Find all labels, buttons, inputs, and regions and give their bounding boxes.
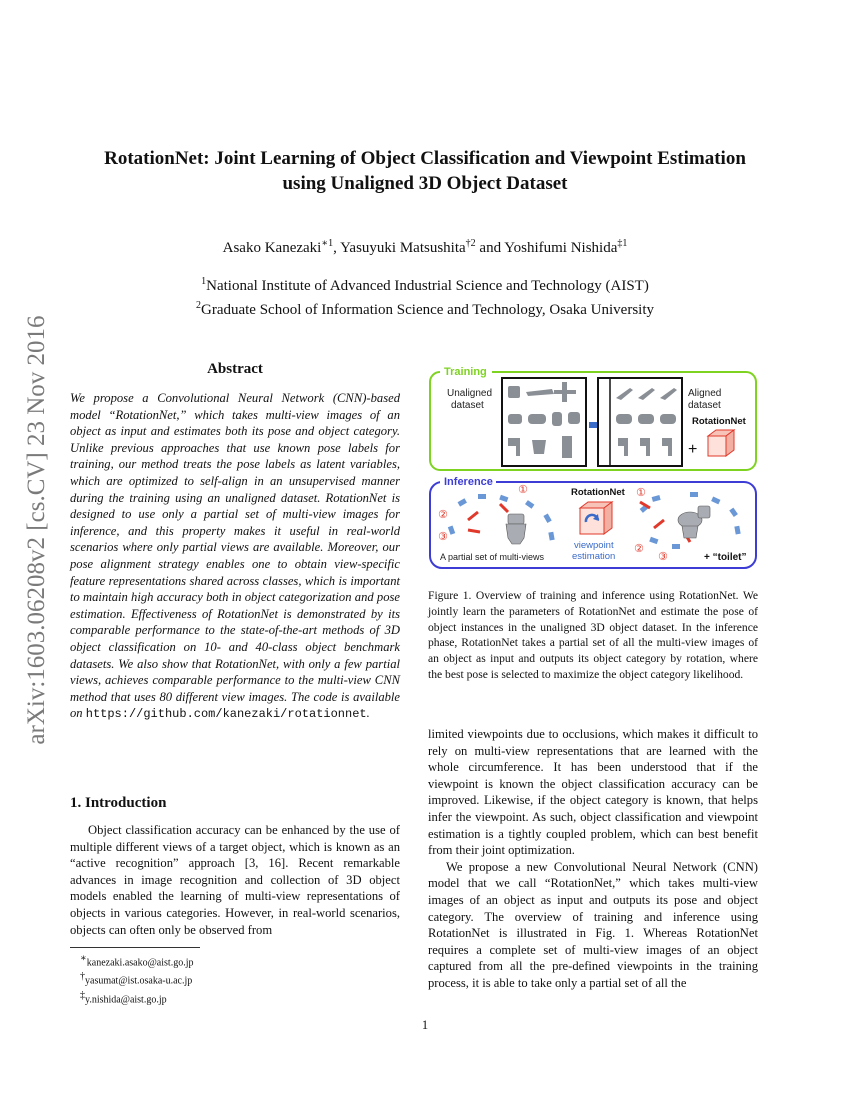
aligned-views-ring: [640, 492, 741, 549]
training-label: Training: [444, 366, 487, 378]
author-mark: †2: [465, 238, 476, 249]
right-column-body: [428, 726, 758, 992]
mark-2-left: ②: [438, 509, 448, 521]
mark-3-left: ③: [438, 531, 448, 543]
mark-2-right: ②: [634, 543, 644, 555]
figure-1-overview-diagram: [428, 362, 758, 572]
partial-views-ring: [448, 494, 555, 544]
abstract-body: We propose a Convolutional Neural Network (CNN)-based model “RotationNet,” which takes multi-view images of an object as input and estimates both its pose and object category. Unlike previous approaches that use known pose labels for training, our method treats the pose labels as latent variables, which are optimized to self-align in an unsupervised manner during the training using an unaligned dataset. RotationNet is designed to use only a partial set of multi-view images for inference, and this property makes it useful in real-world scenarios where only partial views are available. Moreover, our pose alignment strategy enables one to obtain view-specific feature representations shared across classes, which is important to maintain high accuracy both in object categorization and pose estimation. Effectiveness of RotationNet is demonstrated by its comparable performance to the state-of-the-art methods of 3D object classification on 10- and 40-class object benchmark datasets. We also show that RotationNet, with only a few partial views, achieves comparable performance to the multi-view CNN method that uses 80 different view images. The code is available on https://github.com/kanezaki/rotationnet.: [70, 391, 400, 722]
estimation-label: estimation: [572, 551, 616, 562]
footnote-email-3: ‡y.nishida@aist.go.jp: [80, 989, 167, 1005]
footnote-email-1: ∗kanezaki.asako@aist.go.jp: [80, 953, 194, 969]
abstract-heading: Abstract: [207, 361, 263, 377]
affiliation-1: $^1$National Institute of Advanced Industrial Science and Technology (AIST): [201, 276, 649, 294]
footnote-email-2: †yasumat@ist.osaka-u.ac.jp: [80, 971, 193, 987]
affiliations: [0, 272, 850, 320]
code-url-link[interactable]: https://github.com/kanezaki/rotationnet: [85, 707, 367, 722]
author-name: Yoshifumi Nishida: [504, 240, 618, 256]
model-cube-icon: [708, 430, 734, 456]
footnote-divider: [70, 947, 200, 948]
intro-paragraph: Object classification accuracy can be enhanced by the use of multiple different views of a target object, which is known as an “active recognition” approach [3, 16]. Recent remarkable advances in image recognition and collection of 3D object models enabled the learning of multi-view representations of objects in various categories. However, in real-world scenarios, objects can often only be observed from: [70, 823, 400, 937]
unaligned-label-2: dataset: [451, 400, 484, 411]
author-separator: ,: [333, 240, 341, 256]
aligned-label-2: dataset: [688, 400, 721, 411]
viewpoint-cube-icon: [580, 502, 612, 534]
rotationnet-label-training: RotationNet: [692, 416, 746, 427]
aligned-label: Aligned: [688, 388, 722, 399]
footnotes: [80, 952, 193, 1007]
section-heading-introduction: 1. Introduction: [70, 795, 167, 811]
arxiv-id: arXiv:1603.06208v2 [cs.CV] 23 Nov 2016: [23, 315, 50, 745]
title-line-1: RotationNet: Joint Learning of Object Classification and Viewpoint Estimation: [104, 148, 746, 169]
result-label: + “toilet”: [704, 552, 747, 563]
paragraph: We propose a new Convolutional Neural Network (CNN) model that we call “RotationNet,” which takes multi-view images of an object as input and outputs its pose and object category. The overview of training and inference using RotationNet is illustrated in Fig. 1. Whereas RotationNet requires a complete set of multi-view images of an object captured from all the pre-defined viewpoints in the training process, it is able to take only a partial set of all the: [428, 859, 758, 990]
partial-views-label: A partial set of multi-views: [440, 552, 545, 562]
affiliation-2: $^2$Graduate School of Information Science and Technology, Osaka University: [196, 300, 654, 318]
inference-label: Inference: [444, 476, 493, 488]
figure-1-caption: Figure 1. Overview of training and inference using RotationNet. We jointly learn the parameters of RotationNet and estimate the pose of object instances in the unaligned 3D object dataset. In the inference phase, RotationNet takes a partial set of all the multi-view images of an object as input and outputs its object category by rotation, where the best pose is selected to maximize the object category likelihood.: [428, 589, 758, 681]
abstract-text: We propose a Convolutional Neural Network (CNN)-based model “RotationNet,” which takes multi-view images of an object as input and estimates both its pose and object category. Unlike previous approaches that use known pose labels for training, our method treats the pose labels as latent variables, which are optimized to self-align in an unsupervised manner during the training using an unaligned dataset. RotationNet is designed to use only a partial set of multi-view images for inference, and this property makes it useful in real-world scenarios where only partial views are available. Moreover, our pose alignment strategy enables one to obtain view-specific feature representations shared across classes, which is important to maintain high accuracy both in object categorization and pose estimation. Effectiveness of RotationNet is demonstrated by its comparable performance to the state-of-the-art methods of 3D object classification on 10- and 40-class object benchmark datasets. We also show that RotationNet, with only a few partial views, achieves comparable performance to the multi-view CNN method that uses 80 different view images. The code is available on: [70, 391, 400, 721]
author-name: Yasuyuki Matsushita: [340, 240, 466, 256]
paper-title: [0, 146, 850, 196]
title-line-2: using Unaligned 3D Object Dataset: [282, 173, 568, 194]
aligned-image-grid: [598, 378, 682, 466]
paragraph: limited viewpoints due to occlusions, which makes it difficult to rely on multi-view representations that are learned with the whole circumference. It has been understood that if the viewpoint is known the object classification accuracy can be improved. Likewise, if the object category is known, that helps infer the viewpoint. As such, object classification and viewpoint estimation is a tightly coupled problem, which can best benefit from their joint optimization.: [428, 727, 758, 858]
authors: [0, 238, 850, 257]
mark-1-left: ①: [518, 484, 528, 496]
author-name: Asako Kanezaki: [222, 240, 322, 256]
viewpoint-label: viewpoint: [574, 540, 614, 551]
mark-1-right: ①: [636, 487, 646, 499]
author-mark: ‡1: [617, 238, 628, 249]
arxiv-sidebar: [14, 260, 60, 800]
mark-3-right: ③: [658, 551, 668, 563]
unaligned-image-grid: [502, 378, 586, 466]
rotationnet-label-inference: RotationNet: [571, 487, 625, 498]
unaligned-label: Unaligned: [447, 388, 493, 399]
author-mark: ∗1: [321, 238, 334, 249]
page-number: 1: [421, 1018, 429, 1032]
plus-sign: +: [688, 441, 698, 458]
author-separator: and: [475, 240, 505, 256]
